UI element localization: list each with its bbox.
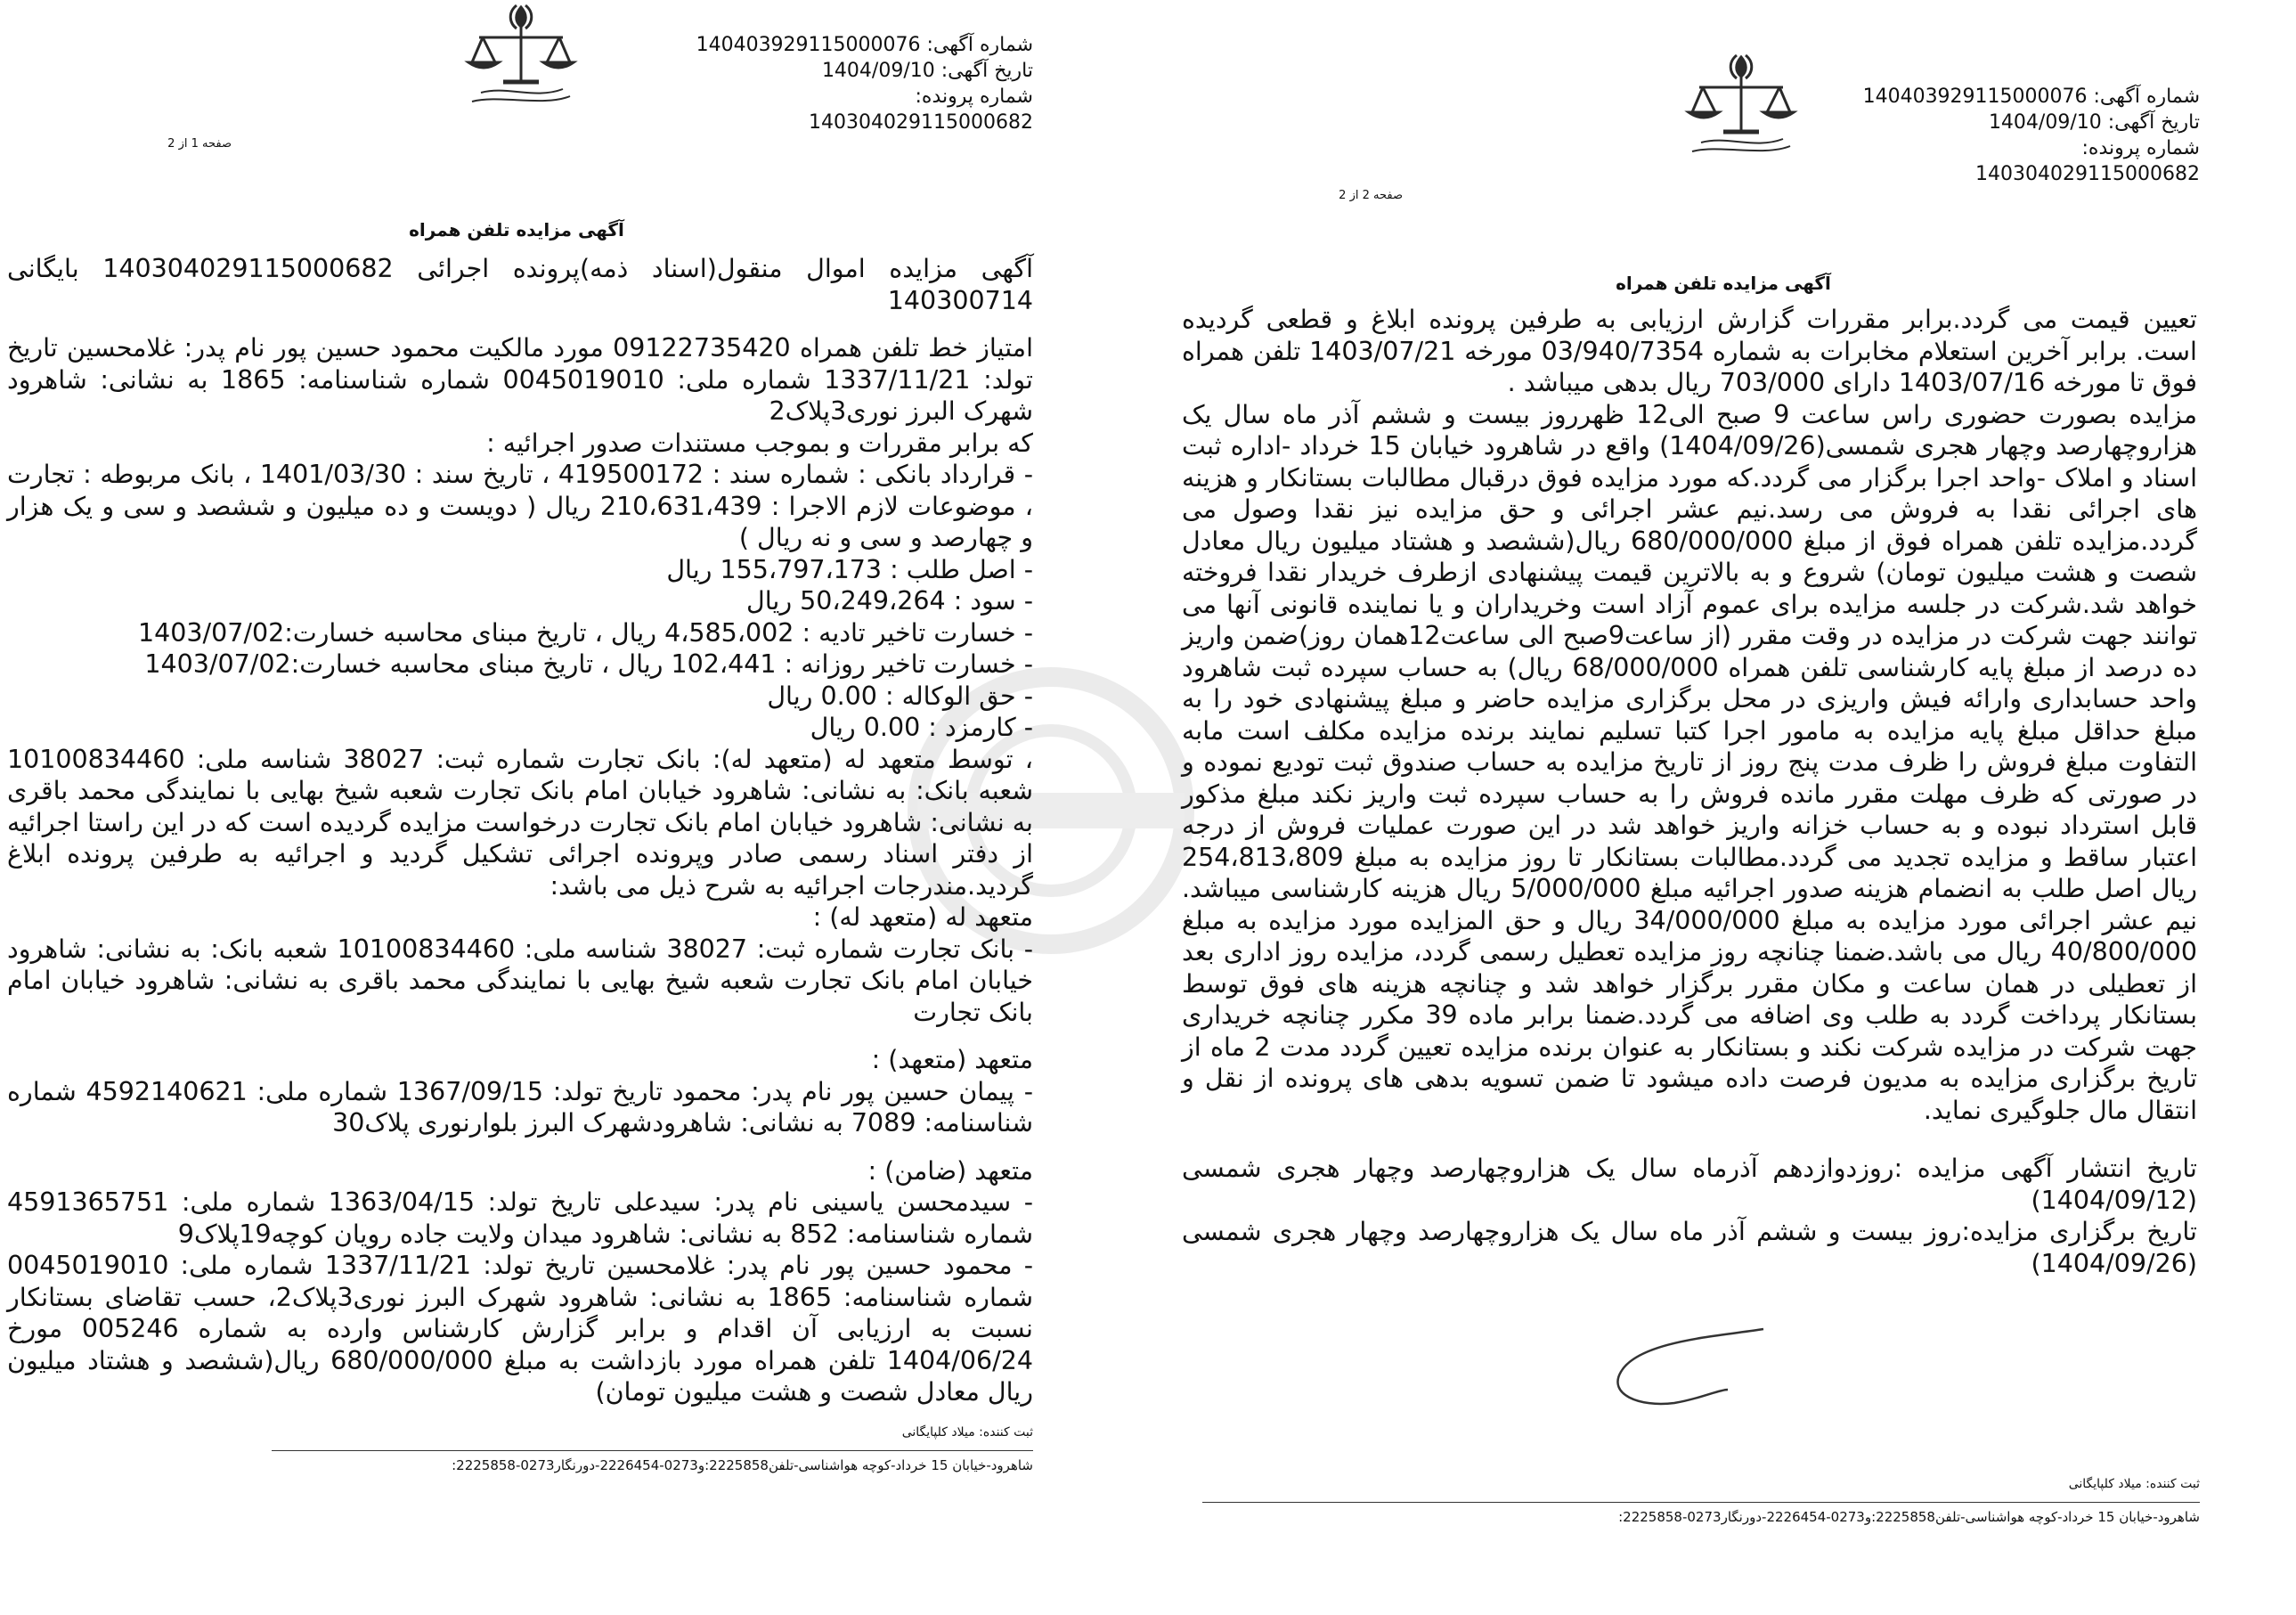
paragraph: - بانک تجارت شماره ثبت: 38027 شناسه ملی: 10100834460 شعبه بانک: به نشانی: شاهرود خیابان امام بانک تجارت شعبه شیخ بهایی با نمایندگی محمد باقری به نشانی: شاهرود خیابان امام بانک تجارت (7, 934, 1034, 1027)
paragraph: - خسارت تاخیر روزانه : 102،441 ریال ، تاریخ مبنای محاسبه خسارت:1403/07/02 (144, 649, 1033, 679)
paragraph: - محمود حسین پور نام پدر: غلامحسین تاریخ تولد: 1337/11/21 شماره ملی: 0045019010 شماره شناسنامه: 1865 به نشانی: شاهرود شهرک البرز نوری3پلاک2، حسب تقاضای بستانکار نسبت به ارزیابی آن اقدام و برابر گزارش کارشناس وارده به شماره 005246 مورخ 1404/06/24 تلفن همراه مورد بازداشت به مبلغ 680/000/000 ریال(ششصد و هشتاد میلیون ریال معادل شصت و هشت میلیون تومان) (7, 1251, 1033, 1407)
paragraph: که برابر مقررات و بموجب مستندات صدور اجرائیه : (486, 428, 1033, 458)
paragraph: - کارمزد : 0.00 ریال (810, 713, 1033, 742)
page-title: آگهی مزایده تلفن همراه (409, 219, 624, 241)
registrar: ثبت کننده: میلاد کلپایگانی (2068, 1477, 2200, 1491)
page-2 (1149, 0, 2296, 1615)
page-number: صفحه 1 از 2 (167, 137, 232, 151)
ad-body-page-2 (1182, 304, 2197, 1279)
page-number: صفحه 2 از 2 (1339, 189, 1403, 202)
ad-date: تاریخ آگهی: 1404/09/10 (1988, 111, 2200, 134)
paragraph: متعهد (متعهد) : (871, 1045, 1033, 1074)
file-number: شماره پرونده: 140304029115000682 (1975, 137, 2200, 185)
paragraph: متعهد (ضامن) : (867, 1155, 1033, 1186)
ad-number: شماره آگهی: 140403929115000076 (1862, 86, 2200, 108)
judiciary-emblem-icon (1665, 50, 1817, 155)
paragraph: - سیدمحسن یاسینی نام پدر: سیدعلی تاریخ تولد: 1363/04/15 شماره ملی: 4591365751 شماره شناسنامه: 852 به نشانی: شاهرود میدان ولایت جاده رویان کوچه19پلاک9 (7, 1187, 1033, 1249)
office-address: شاهرود-خیابان 15 خرداد-کوچه هواشناسی-تلفن2225858:و0273-2226454-دورنگار0273-2225858: (1618, 1509, 2200, 1525)
paragraph: مزایده بصورت حضوری راس ساعت 9 صبح الی12 ظهرروز بیست و ششم آذر ماه سال یک هزاروچهارصد وچهار هجری شمسی(1404/09/26) واقع در شاهرود خیابان 15 خرداد -اداره ثبت اسناد و املاک -واحد اجرا برگزار می گردد.که مورد مزایده فوق درقبال مطالبات بستانکار و هزینه های اجرائی نقدا به فروش می رسد.نیم عشر اجرائی و حق مزایده نیز نقدا وصول می گردد.مزایده تلفن همراه فوق از مبلغ 680/000/000 ریال(ششصد و هشتاد میلیون ریال معادل شصت و هشت میلیون تومان) شروع و به بالاترین قیمت پیشنهادی ازطرف خریدار نقدا فروخته خواهد شد.شرکت در جلسه مزایده برای عموم آزاد است وخریداران و یا نماینده قانونی آنها می توانند جهت شرکت در مزایده در وقت مقرر (از ساعت9صبح الی ساعت12همان روز)ضمن واریز ده درصد از مبلغ پایه کارشناسی تلفن همراه 68/000/000 ریال) به حساب سپرده ثبت شاهرود واحد حسابداری وارائه فیش واریزی در محل برگزاری مزایده حاضر و مبلغ پیشنهادی خود را به مبلغ حداقل مبلغ پایه مزایده به مامور اجرا کتبا تسلیم نمایند برنده مزایده مکلف است مابه التفاوت مبلغ فروش را ظرف مدت پنج روز از تاریخ مزایده به حساب صندوق ثبت تودیع نموده و در صورتی که ظرف مهلت مقرر مانده فروش را به حساب سپرده ثبت واریز نکند مبلغ مذکور قابل استرداد نبوده و به حساب خزانه واریز خواهد شد در این صورت عملیات فروش از درجه اعتبار ساقط و مزایده تجدید می گردد.مطالبات بستانکار تا روز مزایده به مبلغ 254،813،809 ریال اصل طلب به انضمام هزینه صدور اجرائیه مبلغ 5/000/000 ریال هزینه کارشناسی میباشد. نیم عشر اجرائی مورد مزایده به مبلغ 34/000/000 ریال و حق المزایده مورد مزایده به مبلغ 40/800/000 ریال می باشد.ضمنا چنانچه روز مزایده تعطیل رسمی گردد، مزایده روز اداری بعد از تعطیلی در همان ساعت و مکان مقرر برگزار خواهد شد و چنانچه هزینه های فوق توسط بستانکار پرداخت گردد به طلب وی اضافه می گردد.ضمنا برابر ماده 39 مکرر چنانچه خریداری جهت شرکت در مزایده شرکت نکند و بستانکار به عنوان برنده مزایده تعیین گردد مدت 2 ماه از تاریخ برگزاری مزایده به مدیون فرصت داده میشود تا ضمن تسویه بدهی های پرونده از نقل و انتقال مال جلوگیری نماید. (1182, 399, 2198, 1125)
ad-date: تاریخ آگهی: 1404/09/10 (821, 60, 1033, 82)
ad-meta (686, 32, 1033, 135)
file-number: شماره پرونده: 140304029115000682 (809, 86, 1033, 134)
paragraph: تاریخ انتشار آگهی مزایده :روزدوازدهم آذرماه سال یک هزاروچهارصد وچهار هجری شمسی (1404/09/12) (1182, 1154, 2197, 1215)
judiciary-emblem-icon (445, 0, 597, 105)
ad-body-page-1 (7, 253, 1033, 1408)
paragraph: امتیاز خط تلفن همراه 09122735420 مورد مالکیت محمود حسین پور نام پدر: غلامحسین تاریخ تولد: 1337/11/21 شماره ملی: 0045019010 شماره شناسنامه: 1865 به نشانی: شاهرود شهرک البرز نوری3پلاک2 (7, 333, 1033, 426)
paragraph: - خسارت تاخیر تادیه : 4،585،002 ریال ، تاریخ مبنای محاسبه خسارت:1403/07/02 (137, 617, 1033, 648)
page-title: آگهی مزایده تلفن همراه (1616, 273, 1831, 294)
office-address: شاهرود-خیابان 15 خرداد-کوچه هواشناسی-تلفن2225858:و0273-2226454-دورنگار0273-2225858: (452, 1457, 1033, 1473)
paragraph: متعهد له (متعهد له) : (812, 902, 1033, 932)
paragraph: - حق الوکاله : 0.00 ریال (767, 681, 1033, 711)
footer-divider (1202, 1502, 2200, 1503)
paragraph: - اصل طلب : 155،797،173 ریال (666, 554, 1033, 584)
paragraph: - پیمان حسین پور نام پدر: محمود تاریخ تولد: 1367/09/15 شماره ملی: 4592140621 شماره شناسنامه: 7089 به نشانی: شاهرودشهرک البرز بلوارنوری پلاک30 (7, 1076, 1033, 1138)
paragraph: تاریخ برگزاری مزایده:روز بیست و ششم آذر ماه سال یک هزاروچهارصد وچهار هجری شمسی (1404/09/26) (1182, 1217, 2197, 1278)
footer-divider (272, 1450, 1033, 1451)
ad-subtitle: آگهی مزایده اموال منقول(اسناد ذمه)پرونده اجرائی 140304029115000682 بایگانی 140300714 (7, 254, 1033, 315)
ad-number: شماره آگهی: 140403929115000076 (696, 34, 1033, 56)
ad-meta (1852, 84, 2200, 187)
registrar: ثبت کننده: میلاد کلپایگانی (901, 1425, 1033, 1440)
paragraph: ، توسط متعهد له (متعهد له): بانک تجارت شماره ثبت: 38027 شناسه ملی: 10100834460 شعبه بانک: به نشانی: شاهرود خیابان امام بانک تجارت شعبه شیخ بهایی با نمایندگی محمد باقری به نشانی: شاهرود خیابان امام بانک تجارت درخواست مزایده گردیده است که در این راستا اجرائیه از دفتر اسناد رسمی صادر وپرونده اجرائی تشکیل گردید و اجرائیه به طرفین پرونده ابلاغ گردید.مندرجات اجرائیه به شرح ذیل می باشد: (7, 744, 1033, 901)
paragraph: تعیین قیمت می گردد.برابر مقررات گزارش ارزیابی به طرفین پرونده ابلاغ و قطعی گردیده است. برابر آخرین استعلام مخابرات به شماره 03/940/7354 مورخه 1403/07/21 تلفن همراه فوق تا مورخه 1403/07/16 دارای 703/000 ریال بدهی میباشد . (1182, 305, 2197, 397)
signature-mark (1585, 1318, 1790, 1416)
paragraph: - قرارداد بانکی : شماره سند : 419500172 ، تاریخ سند : 1401/03/30 ، بانک مربوطه : تجارت ، موضوعات لازم الاجرا : 210،631،439 ریال ( دویست و ده میلیون و ششصد و سی و یک هزار و چهارصد و سی و نه ریال ) (7, 460, 1034, 552)
paragraph: - سود : 50،249،264 ریال (746, 586, 1033, 616)
